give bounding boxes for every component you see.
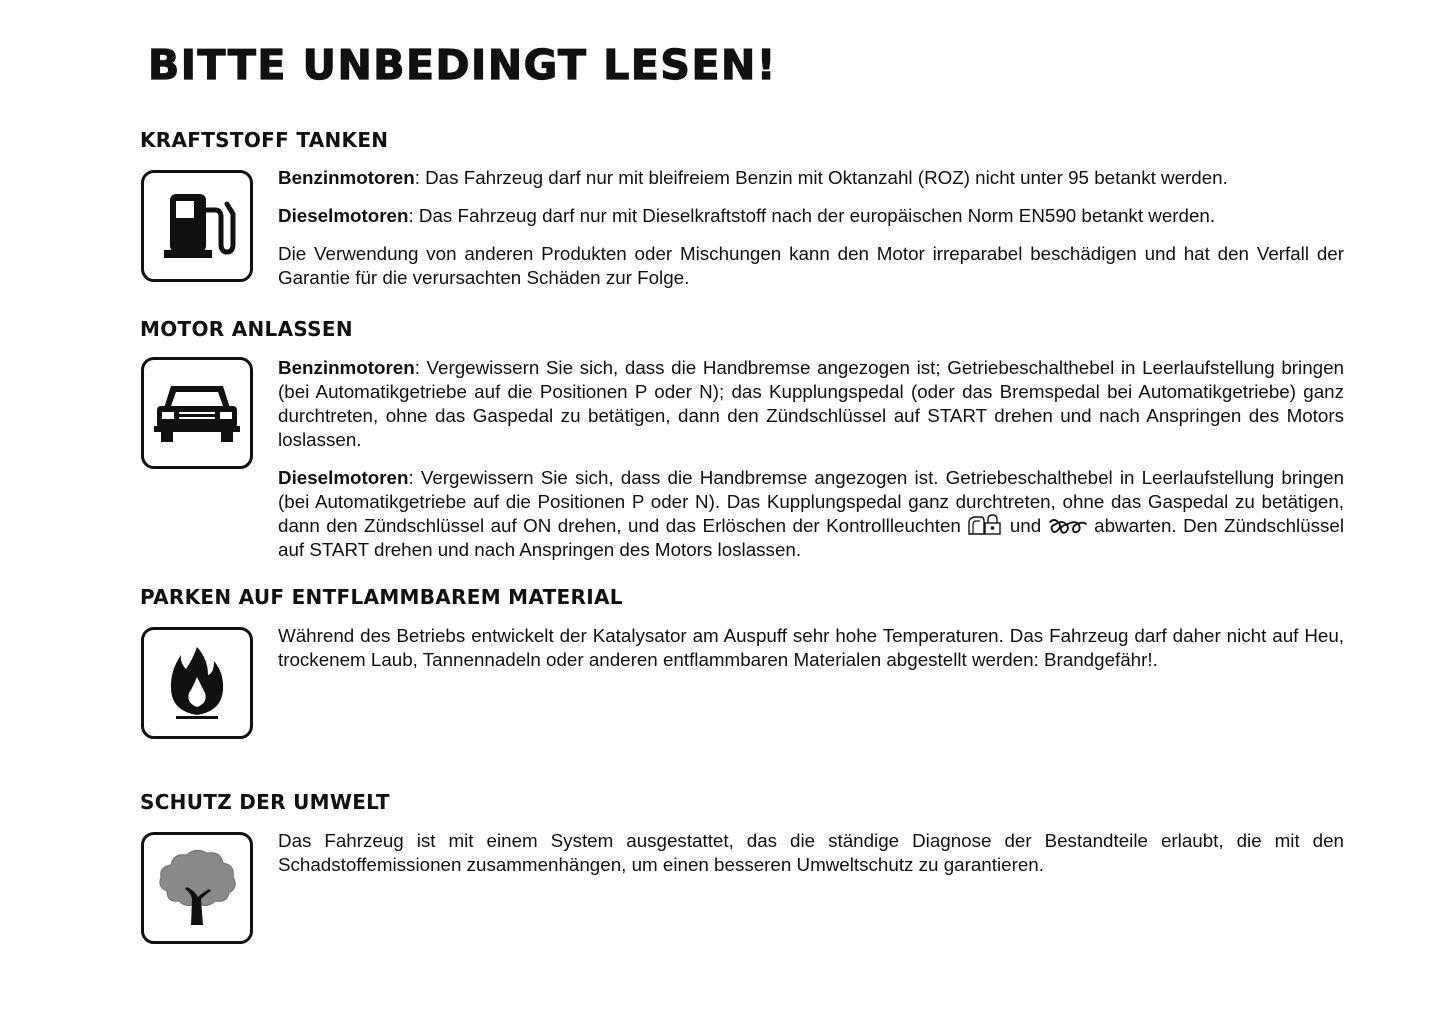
start-petrol-term: Benzinmotoren [278, 357, 415, 378]
start-icon-box [141, 357, 253, 469]
start-petrol-text: : Vergewissern Sie sich, dass die Handbremse angezogen ist; Getriebeschalthebel in Leerlaufstellung bringen (bei Automatikgetriebe auf die Positionen P oder N); das Kupplungspedal (oder das Bremspedal bei Automatikgetriebe) ganz durchtreten, ohne das Gaspedal zu betätigen, dann den Zündschlüssel auf START drehen und nach Anspringen des Motors loslassen. [278, 357, 1344, 450]
parking-text [278, 624, 1344, 686]
start-diesel-text-1: : Vergewissern Sie sich, dass die Handbremse angezogen ist. Getriebeschalthebel in Leerlaufstellung bringen (bei Automatikgetriebe auf die Positionen P oder N). Das Kupplungspedal ganz durchtreten, ohne das Gaspedal zu betätigen, dann den Zündschlüssel auf ON drehen, und das Erlöschen der Kontrollleuchten [278, 467, 1344, 536]
start-diesel-paragraph [278, 466, 1344, 562]
fuel-petrol-paragraph [278, 166, 1344, 190]
fuel-diesel-text: : Das Fahrzeug darf nur mit Dieselkraftstoff nach der europäischen Norm EN590 betankt werden. [408, 205, 1216, 226]
parking-section-heading: PARKEN AUF ENTFLAMMBAREM MATERIAL [140, 585, 623, 609]
fuel-section-heading: KRAFTSTOFF TANKEN [140, 128, 389, 152]
fuel-petrol-text: : Das Fahrzeug darf nur mit bleifreiem Benzin mit Oktanzahl (ROZ) nicht unter 95 betankt werden. [414, 167, 1228, 188]
environment-paragraph: Das Fahrzeug ist mit einem System ausgestattet, das die ständige Diagnose der Bestandteile erlaubt, die mit den Schadstoffemissionen zusammenhängen, um einen besseren Umweltschutz zu garantieren. [278, 830, 1344, 875]
start-diesel-text-2: abwarten. Den Zündschlüssel auf START drehen und nach Anspringen des Motors loslassen. [278, 515, 1345, 560]
start-diesel-term: Dieselmotoren [278, 467, 409, 488]
fuel-icon-box [141, 170, 253, 282]
fuel-text [278, 166, 1344, 304]
page-title: BITTE UNBEDINGT LESEN! [148, 41, 777, 89]
fuel-petrol-term: Benzinmotoren [278, 167, 415, 188]
environment-icon-box [141, 832, 253, 944]
car-front-icon [154, 378, 240, 448]
parking-paragraph: Während des Betriebs entwickelt der Katalysator am Auspuff sehr hohe Temperaturen. Das Fahrzeug darf daher nicht auf Heu, trockenem Laub, Tannennadeln oder anderen entflammbaren Materialen abgestellt werden: Brandgefähr!. [278, 625, 1344, 670]
start-text [278, 356, 1344, 576]
glow-plug-lamp-icon [1048, 516, 1088, 536]
parking-icon-box [141, 627, 253, 739]
start-petrol-paragraph [278, 356, 1344, 452]
start-section-heading: MOTOR ANLASSEN [140, 317, 353, 341]
start-diesel-and: und [1009, 515, 1042, 536]
environment-text [278, 829, 1344, 891]
fuel-diesel-term: Dieselmotoren [278, 205, 409, 226]
immobilizer-lamp-icon [967, 514, 1003, 536]
flame-icon [162, 643, 232, 723]
environment-section-heading: SCHUTZ DER UMWELT [140, 790, 390, 814]
fuel-diesel-paragraph [278, 204, 1344, 228]
tree-icon [155, 847, 239, 929]
fuel-warning-paragraph: Die Verwendung von anderen Produkten oder Mischungen kann den Motor irreparabel beschädigen und hat den Verfall der Garantie für die verursachten Schäden zur Folge. [278, 243, 1344, 288]
fuel-pump-icon [157, 186, 237, 266]
